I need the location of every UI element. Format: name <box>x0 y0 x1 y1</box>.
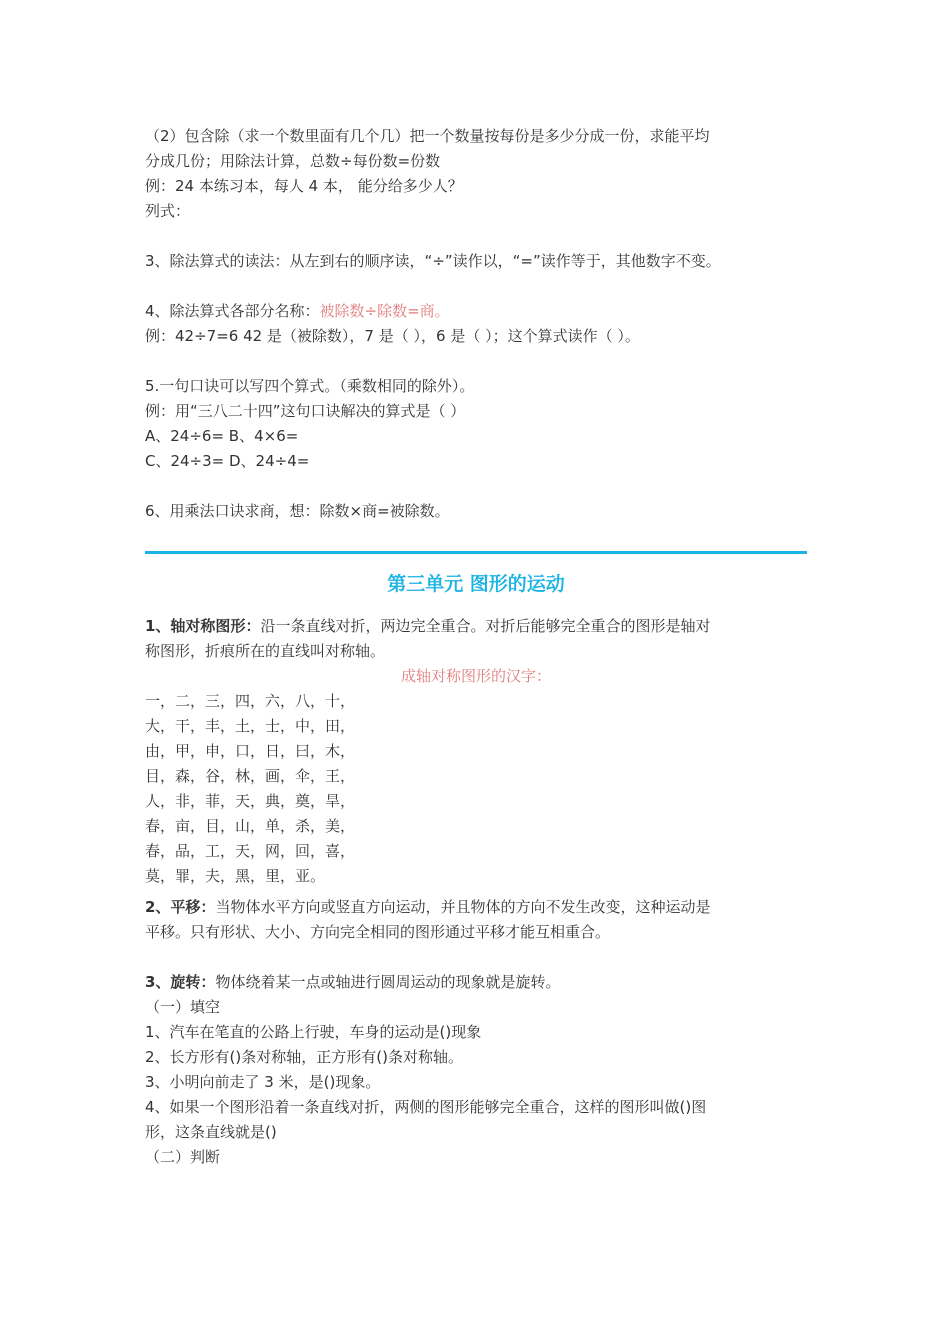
fill-in-q4-line2: 形，这条直线就是() <box>145 1123 277 1141</box>
paragraph-5-options-cd: C、24÷3= D、24÷4= <box>145 452 310 470</box>
paragraph-5-example: 例：用“三八二十四”这句口诀解决的算式是（ ） <box>145 402 466 420</box>
unit3-s1-line1 <box>145 614 807 639</box>
paragraph-2-example: 例：24 本练习本，每人 4 本， 能分给多少人？ <box>145 177 463 195</box>
unit3-s2-text1: 当物体水平方向或竖直方向运动，并且物体的方向不发生改变，这种运动是 <box>215 898 711 916</box>
unit3-s3-term: 3、旋转： <box>145 973 216 991</box>
paragraph-5: 5.一句口诀可以写四个算式。（乘数相同的除外）。 <box>145 377 475 395</box>
unit3-s3 <box>145 970 807 995</box>
unit-3-heading: 第三单元 图形的运动 <box>387 573 565 595</box>
fill-in-q3: 3、小明向前走了 3 米，是()现象。 <box>145 1073 381 1091</box>
paragraph-4-example: 例：42÷7=6 42 是（被除数），7 是（ ），6 是（ ）；这个算式读作（ ）。 <box>145 327 640 345</box>
paragraph-2-line1: （2）包含除（求一个数里面有几个几）把一个数量按每份是多少分成一份，求能平均 <box>145 127 710 145</box>
fill-in-title: （一）填空 <box>145 998 221 1016</box>
paragraph-5-options-ab: A、24÷6= B、4×6= <box>145 427 299 445</box>
paragraph-4 <box>145 299 807 324</box>
fill-in-q1: 1、汽车在笔直的公路上行驶，车身的运动是()现象 <box>145 1023 482 1041</box>
judge-title: （二）判断 <box>145 1148 221 1166</box>
section-divider <box>145 551 807 554</box>
chars-row-8: 莫，罪，夫，黑，里，亚。 <box>145 867 326 885</box>
paragraph-2-line2: 分成几份；用除法计算，总数÷每份数=份数 <box>145 152 441 170</box>
unit3-s2-term: 2、平移： <box>145 898 216 916</box>
paragraph-6: 6、用乘法口诀求商，想：除数×商=被除数。 <box>145 502 450 520</box>
chars-row-4: 目，森，谷，林，画，伞，王， <box>145 767 356 785</box>
paragraph-4-highlight: 被除数÷除数=商。 <box>319 302 450 320</box>
chars-row-6: 春，亩，目，山，单，杀，美， <box>145 817 356 835</box>
unit3-s1-term: 1、轴对称图形： <box>145 617 261 635</box>
chars-row-1: 一，二，三，四，六，八，十， <box>145 692 356 710</box>
chars-row-2: 大，干，丰，土，士，中，田， <box>145 717 356 735</box>
fill-in-q2: 2、长方形有()条对称轴，正方形有()条对称轴。 <box>145 1048 463 1066</box>
unit3-s1-text1: 沿一条直线对折，两边完全重合。对折后能够完全重合的图形是轴对 <box>260 617 711 635</box>
chars-row-5: 人，非，菲，天，典，奠，旱， <box>145 792 356 810</box>
paragraph-2-formula: 列式： <box>145 202 191 220</box>
unit3-s3-text: 物体绕着某一点或轴进行圆周运动的现象就是旋转。 <box>215 973 561 991</box>
symmetric-chars-subtitle: 成轴对称图形的汉字： <box>400 667 551 685</box>
document-page <box>145 124 807 1170</box>
unit3-s2-line2: 平移。只有形状、大小、方向完全相同的图形通过平移才能互相重合。 <box>145 923 611 941</box>
paragraph-3: 3、除法算式的读法：从左到右的顺序读，“÷”读作以，“=”读作等于，其他数字不变。 <box>145 252 721 270</box>
chars-row-3: 由，甲，申，口，日，曰，木， <box>145 742 356 760</box>
unit3-s1-line2: 称图形，折痕所在的直线叫对称轴。 <box>145 642 386 660</box>
chars-row-7: 春，品，工，天，网，回，喜， <box>145 842 356 860</box>
fill-in-q4-line1: 4、如果一个图形沿着一条直线对折，两侧的图形能够完全重合，这样的图形叫做()图 <box>145 1098 707 1116</box>
paragraph-4-prefix: 4、除法算式各部分名称： <box>145 302 320 320</box>
unit3-s2-line1 <box>145 895 807 920</box>
